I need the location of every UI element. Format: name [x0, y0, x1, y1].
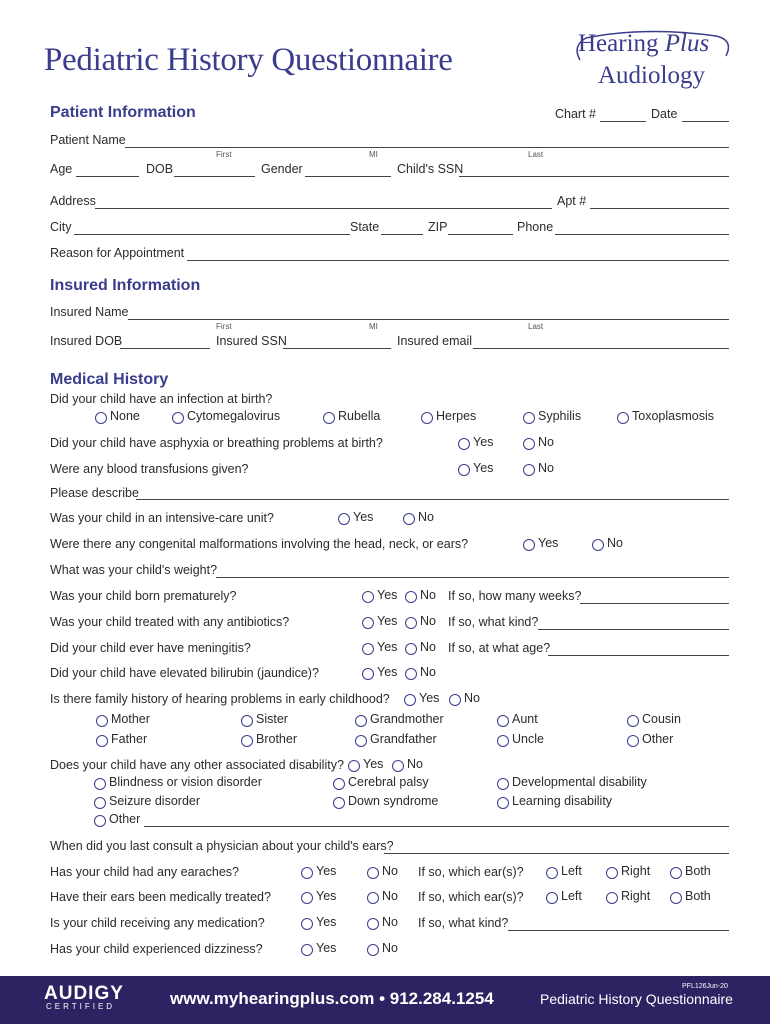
insured-ssn-field[interactable]	[283, 348, 391, 349]
disability-no-label: No	[407, 757, 423, 771]
family-yes-radio[interactable]	[404, 694, 416, 706]
family-r1-0-label: Mother	[111, 712, 150, 726]
family-r1-0-radio[interactable]	[96, 715, 108, 727]
antibiotics-no-label: No	[420, 614, 436, 628]
family-r2-3-label: Uncle	[512, 732, 544, 746]
q-transfusion: Were any blood transfusions given?	[50, 462, 249, 476]
earaches-left-label: Left	[561, 864, 582, 878]
medication-yes-label: Yes	[316, 915, 337, 929]
q-family: Is there family history of hearing problems in early childhood?	[50, 692, 390, 706]
infection-4-label: Syphilis	[538, 409, 582, 423]
please-describe-label: Please describe	[50, 486, 139, 500]
last-sublabel: Last	[528, 322, 544, 331]
family-r1-3-radio[interactable]	[497, 715, 509, 727]
disability-other-label: Other	[109, 812, 141, 826]
family-r1-1-label: Sister	[256, 712, 288, 726]
insured-info-heading: Insured Information	[50, 277, 201, 294]
address-field[interactable]	[95, 208, 552, 209]
medical-history-heading: Medical History	[50, 371, 169, 388]
family-r1-3-label: Aunt	[512, 712, 538, 726]
infection-5-label: Toxoplasmosis	[632, 409, 714, 423]
family-r1-4-label: Cousin	[642, 712, 681, 726]
disability-yes-radio[interactable]	[348, 760, 360, 772]
malformation-yes-label: Yes	[538, 536, 559, 550]
q-meningitis: Did your child ever have meningitis?	[50, 641, 251, 655]
medication-yes-radio[interactable]	[301, 918, 313, 930]
q-disability: Does your child have any other associated disability?	[50, 758, 344, 772]
q-icu: Was your child in an intensive-care unit?	[50, 511, 274, 525]
family-r2-2-label: Grandfather	[370, 732, 437, 746]
earaches-right-label: Right	[621, 864, 651, 878]
insured-dob-field[interactable]	[120, 348, 210, 349]
disability-r1-2-label: Developmental disability	[512, 775, 647, 789]
q-medication: Is your child receiving any medication?	[50, 916, 265, 930]
reason-field[interactable]	[187, 260, 729, 261]
q-premature: Was your child born prematurely?	[50, 589, 237, 603]
q-malformation: Were there any congenital malformations involving the head, neck, or ears?	[50, 537, 469, 551]
zip-field[interactable]	[448, 234, 513, 235]
disability-no-radio[interactable]	[392, 760, 404, 772]
disability-other-radio[interactable]	[94, 815, 106, 827]
disability-r1-1-label: Cerebral palsy	[348, 775, 429, 789]
zip-label: ZIP	[428, 220, 448, 234]
disability-r1-0-label: Blindness or vision disorder	[109, 775, 262, 789]
meningitis-yes-radio[interactable]	[362, 643, 374, 655]
family-r2-4-label: Other	[642, 732, 674, 746]
footer-title: Pediatric History Questionnaire	[540, 991, 733, 1007]
asphyxia-yes-radio[interactable]	[458, 438, 470, 450]
mi-sublabel: MI	[369, 322, 378, 331]
q-antibiotics: Was your child treated with any antibiotics?	[50, 615, 290, 629]
infection-3-label: Herpes	[436, 409, 477, 423]
transfusion-no-radio[interactable]	[523, 464, 535, 476]
antibiotics-yes-label: Yes	[377, 614, 398, 628]
earaches-both-radio[interactable]	[670, 867, 682, 879]
disability-r2-2-radio[interactable]	[497, 797, 509, 809]
premature-no-label: No	[420, 588, 436, 602]
antibiotics-followup: If so, what kind?	[448, 615, 539, 629]
family-r1-2-radio[interactable]	[355, 715, 367, 727]
treated-no-radio[interactable]	[367, 892, 379, 904]
insured-name-field[interactable]	[128, 319, 729, 320]
family-r2-1-label: Brother	[256, 732, 297, 746]
family-no-radio[interactable]	[449, 694, 461, 706]
treated-both-label: Both	[685, 889, 711, 903]
earaches-both-label: Both	[685, 864, 711, 878]
treated-both-radio[interactable]	[670, 892, 682, 904]
disability-r2-1-radio[interactable]	[333, 797, 345, 809]
insured-email-label: Insured email	[397, 334, 473, 348]
q-treated: Have their ears been medically treated?	[50, 890, 271, 904]
family-r2-0-radio[interactable]	[96, 735, 108, 747]
family-r2-3-radio[interactable]	[497, 735, 509, 747]
dizziness-yes-label: Yes	[316, 941, 337, 955]
asphyxia-yes-label: Yes	[473, 435, 494, 449]
disability-yes-label: Yes	[363, 757, 384, 771]
apt-label: Apt #	[557, 194, 587, 208]
treated-right-label: Right	[621, 889, 651, 903]
weight-field[interactable]	[216, 577, 729, 578]
meningitis-no-radio[interactable]	[405, 643, 417, 655]
first-sublabel: First	[216, 150, 232, 159]
dizziness-no-radio[interactable]	[367, 944, 379, 956]
malformation-yes-radio[interactable]	[523, 539, 535, 551]
audigy-logo: AUDIGY	[44, 983, 124, 1004]
logo: Hearing Plus	[578, 30, 710, 57]
chart-field[interactable]	[600, 121, 646, 122]
malformation-no-radio[interactable]	[592, 539, 604, 551]
asphyxia-no-radio[interactable]	[523, 438, 535, 450]
earaches-no-radio[interactable]	[367, 867, 379, 879]
q-infection: Did your child have an infection at birth?	[50, 392, 273, 406]
transfusion-yes-radio[interactable]	[458, 464, 470, 476]
state-field[interactable]	[381, 234, 423, 235]
treated-yes-label: Yes	[316, 889, 337, 903]
bilirubin-yes-radio[interactable]	[362, 668, 374, 680]
meningitis-age-field[interactable]	[548, 655, 729, 656]
malformation-no-label: No	[607, 536, 623, 550]
dob-field[interactable]	[174, 176, 255, 177]
disability-r2-0-label: Seizure disorder	[109, 794, 201, 808]
weeks-field[interactable]	[580, 603, 729, 604]
footer-contact[interactable]: www.myhearingplus.com • 912.284.1254	[170, 989, 494, 1008]
infection-0-radio[interactable]	[95, 412, 107, 424]
age-label: Age	[50, 162, 73, 176]
patient-info-heading: Patient Information	[50, 104, 196, 121]
infection-2-radio[interactable]	[323, 412, 335, 424]
meningitis-yes-label: Yes	[377, 640, 398, 654]
medication-followup: If so, what kind?	[418, 916, 509, 930]
bilirubin-no-label: No	[420, 665, 436, 679]
q-weight: What was your child's weight?	[50, 563, 218, 577]
family-r2-0-label: Father	[111, 732, 148, 746]
insured-email-field[interactable]	[473, 348, 729, 349]
earaches-no-label: No	[382, 864, 398, 878]
physician-field[interactable]	[384, 853, 729, 854]
meningitis-followup: If so, at what age?	[448, 641, 551, 655]
treated-left-radio[interactable]	[546, 892, 558, 904]
date-field[interactable]	[682, 121, 729, 122]
infection-4-radio[interactable]	[523, 412, 535, 424]
treated-left-label: Left	[561, 889, 582, 903]
bilirubin-no-radio[interactable]	[405, 668, 417, 680]
mi-sublabel: MI	[369, 150, 378, 159]
icu-yes-radio[interactable]	[338, 513, 350, 525]
premature-yes-label: Yes	[377, 588, 398, 602]
reason-label: Reason for Appointment	[50, 246, 185, 260]
meningitis-no-label: No	[420, 640, 436, 654]
q-physician: When did you last consult a physician about your child's ears?	[50, 839, 394, 853]
insured-name-label: Insured Name	[50, 305, 129, 319]
dob-label: DOB	[146, 162, 174, 176]
insured-ssn-label: Insured SSN	[216, 334, 287, 348]
premature-followup: If so, how many weeks?	[448, 589, 582, 603]
infection-2-label: Rubella	[338, 409, 381, 423]
treated-no-label: No	[382, 889, 398, 903]
state-label: State	[350, 220, 380, 234]
q-dizziness: Has your child experienced dizziness?	[50, 942, 263, 956]
gender-field[interactable]	[305, 176, 391, 177]
premature-no-radio[interactable]	[405, 591, 417, 603]
chart-label: Chart #	[555, 107, 596, 121]
phone-label: Phone	[517, 220, 554, 234]
describe-field[interactable]	[136, 499, 729, 500]
transfusion-no-label: No	[538, 461, 554, 475]
q-asphyxia: Did your child have asphyxia or breathing problems at birth?	[50, 436, 383, 450]
medication-no-label: No	[382, 915, 398, 929]
earaches-left-radio[interactable]	[546, 867, 558, 879]
icu-yes-label: Yes	[353, 510, 374, 524]
q-earaches: Has your child had any earaches?	[50, 865, 240, 879]
patient-name-label: Patient Name	[50, 133, 126, 147]
earaches-right-radio[interactable]	[606, 867, 618, 879]
which-ear-1: If so, which ear(s)?	[418, 865, 524, 879]
disability-r1-0-radio[interactable]	[94, 778, 106, 790]
family-r2-1-radio[interactable]	[241, 735, 253, 747]
family-no-label: No	[464, 691, 480, 705]
family-r2-4-radio[interactable]	[627, 735, 639, 747]
asphyxia-no-label: No	[538, 435, 554, 449]
family-r2-2-radio[interactable]	[355, 735, 367, 747]
family-r1-1-radio[interactable]	[241, 715, 253, 727]
logo-audiology: Audiology	[598, 62, 705, 89]
insured-dob-label: Insured DOB	[50, 334, 123, 348]
ssn-field[interactable]	[459, 176, 729, 177]
infection-0-label: None	[110, 409, 140, 423]
transfusion-yes-label: Yes	[473, 461, 494, 475]
disability-r1-2-radio[interactable]	[497, 778, 509, 790]
audigy-certified: CERTIFIED	[46, 1002, 116, 1011]
antibiotics-no-radio[interactable]	[405, 617, 417, 629]
disability-r2-0-radio[interactable]	[94, 797, 106, 809]
family-yes-label: Yes	[419, 691, 440, 705]
page-title: Pediatric History Questionnaire	[44, 42, 453, 78]
antibiotics-field[interactable]	[538, 629, 729, 630]
bilirubin-yes-label: Yes	[377, 665, 398, 679]
disability-r2-1-label: Down syndrome	[348, 794, 439, 808]
infection-1-radio[interactable]	[172, 412, 184, 424]
medication-no-radio[interactable]	[367, 918, 379, 930]
family-r1-4-radio[interactable]	[627, 715, 639, 727]
premature-yes-radio[interactable]	[362, 591, 374, 603]
date-label: Date	[651, 107, 678, 121]
infection-1-label: Cytomegalovirus	[187, 409, 281, 423]
earaches-yes-radio[interactable]	[301, 867, 313, 879]
disability-other-field[interactable]	[144, 826, 729, 827]
disability-r2-2-label: Learning disability	[512, 794, 613, 808]
treated-yes-radio[interactable]	[301, 892, 313, 904]
last-sublabel: Last	[528, 150, 544, 159]
ssn-label: Child's SSN	[397, 162, 464, 176]
first-sublabel: First	[216, 322, 232, 331]
phone-field[interactable]	[555, 234, 729, 235]
icu-no-radio[interactable]	[403, 513, 415, 525]
antibiotics-yes-radio[interactable]	[362, 617, 374, 629]
city-label: City	[50, 220, 72, 234]
earaches-yes-label: Yes	[316, 864, 337, 878]
q-bilirubin: Did your child have elevated bilirubin (jaundice)?	[50, 666, 319, 680]
gender-label: Gender	[261, 162, 303, 176]
treated-right-radio[interactable]	[606, 892, 618, 904]
medication-field[interactable]	[508, 930, 729, 931]
address-label: Address	[50, 194, 96, 208]
infection-5-radio[interactable]	[617, 412, 629, 424]
age-field[interactable]	[76, 176, 139, 177]
apt-field[interactable]	[590, 208, 729, 209]
dizziness-no-label: No	[382, 941, 398, 955]
family-r1-2-label: Grandmother	[370, 712, 444, 726]
city-field[interactable]	[74, 234, 350, 235]
disability-r1-1-radio[interactable]	[333, 778, 345, 790]
dizziness-yes-radio[interactable]	[301, 944, 313, 956]
infection-3-radio[interactable]	[421, 412, 433, 424]
form-code: PFL126Jun-20	[682, 983, 728, 990]
patient-name-field[interactable]	[125, 147, 729, 148]
icu-no-label: No	[418, 510, 434, 524]
which-ear-2: If so, which ear(s)?	[418, 890, 524, 904]
